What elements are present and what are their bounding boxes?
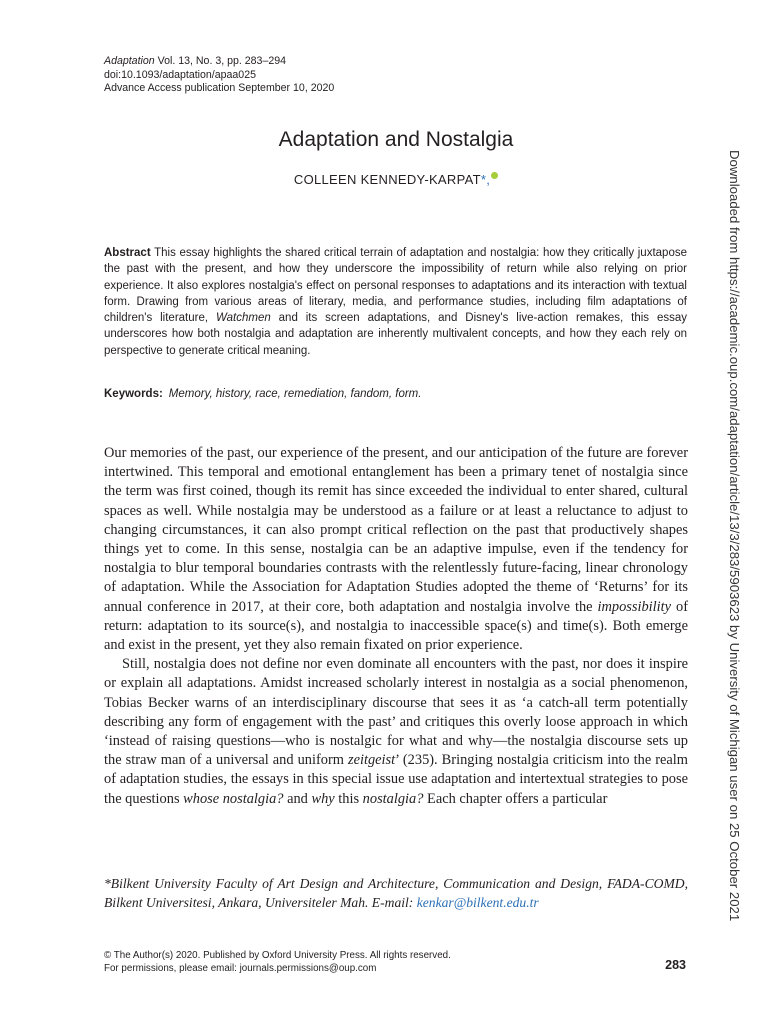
orcid-icon[interactable] xyxy=(491,172,498,179)
affiliation-marker[interactable]: *, xyxy=(480,172,491,187)
copyright-block xyxy=(104,950,451,975)
paragraph-1-text-a: Our memories of the past, our experience of the present, and our anticipation of the future are forever intertwined. This temporal and emotional entanglement has been a primary tenet of nostalgia since the term was first coined, though its remit has since exceeded the individual to enter shared, cultural spaces as well. While nostalgia may be understood as a failure or at least a reluctance to adjust to changing circumstances, it can also prompt critical reflection on the past that productively shapes things yet to come. In this sense, nostalgia can be an adaptive impulse, even if the tendency for nostalgia to blur temporal boundaries contrasts with the relentlessly future-facing, linear chronology of adaptation. While the Association for Adaptation Studies adopted the theme of ‘Returns’ for its annual conference in 2017, at their core, both adaptation and nostalgia involve the xyxy=(104,445,688,615)
article-body xyxy=(104,444,688,809)
article-title: Adaptation and Nostalgia xyxy=(278,128,514,151)
paragraph-1 xyxy=(104,444,688,655)
author-name: COLLEEN KENNEDY-KARPAT xyxy=(293,172,481,187)
affiliation-footnote xyxy=(104,874,688,912)
keywords xyxy=(104,388,687,400)
paragraph-2-text-a: Still, nostalgia does not define nor even dominate all encounters with the past, nor does it inspire or explain all adaptations. Amidst increased scholarly interest in nostalgia as a social phenomenon, Tobias Becker warns of an interdisciplinary discourse that sees it as ‘a catch-all term potentially describing any form of engagement with the past’ and critiques this overly loose approach in which ‘instead of raising questions—who is nostalgic for what and why—the nostalgia discourse sets up the straw man of a universal and uniform xyxy=(104,656,688,769)
paragraph-2-text-c: and xyxy=(283,790,312,807)
download-watermark: Downloaded from https://academic.oup.com/adaptation/article/13/3/283/5903623 by University of Michigan user on 25 October 2021 xyxy=(727,150,742,922)
volume-info: Vol. 13, No. 3, pp. 283–294 xyxy=(154,55,287,67)
journal-citation xyxy=(104,55,334,69)
footnote-text: *Bilkent University Faculty of Art Design and Architecture, Communication and Design, FADA-COMD, Bilkent Universitesi, Ankara, Universiteler Mah. E-mail: xyxy=(104,876,688,910)
abstract-text-1: This essay highlights the shared critical terrain of adaptation and nostalgia: how they critically juxtapose the past with the present, and how they underscore the impossibility of return while also relying on prior experience. It also explores nostalgia's effect on personal responses to adaptations and its interaction with textual form. Drawing from various areas of literary, media, and performance studies, including film adaptations of children's literature, xyxy=(104,247,687,325)
copyright-notice: © The Author(s) 2020. Published by Oxford University Press. All rights reserved. xyxy=(104,950,451,961)
paragraph-2-text-d: this xyxy=(334,790,363,807)
paragraph-2-italic-1: zeitgeist xyxy=(347,752,396,769)
abstract-label: Abstract xyxy=(104,247,151,259)
author-email-link[interactable]: kenkar@bilkent.edu.tr xyxy=(416,895,539,910)
paragraph-1-text-b: of return: adaptation to its source(s), and nostalgia to inaccessible space(s) and time(s). Both emerge and exist in the present, yet they also remain fixated on prior experience. xyxy=(104,598,688,654)
author-line xyxy=(0,172,768,187)
abstract-italic-title: Watchmen xyxy=(215,312,271,325)
keywords-label: Keywords: xyxy=(104,388,163,400)
paragraph-2-italic-4: nostalgia? xyxy=(362,790,424,807)
paragraph-2-italic-3: why xyxy=(311,790,335,807)
abstract xyxy=(104,245,687,359)
journal-name: Adaptation xyxy=(104,55,155,67)
page-number: 283 xyxy=(665,958,686,972)
journal-header xyxy=(104,55,334,96)
paragraph-2-italic-2: whose nostalgia? xyxy=(183,790,284,807)
abstract-text-2: and its screen adaptations, and Disney's live-action remakes, this essay underscores how both nostalgia and adaptation are inherently multivalent concepts, and how they each rely on perspective to generate critical meaning. xyxy=(104,312,687,357)
paragraph-2-text-b: ’ (235). Bringing nostalgia criticism into the realm of adaptation studies, the essays in this special issue use adaptation and intertextual strategies to pose the questions xyxy=(104,752,688,807)
permissions-notice: For permissions, please email: journals.permissions@oup.com xyxy=(104,962,377,974)
paragraph-1-italic: impossibility xyxy=(597,598,672,615)
paragraph-2 xyxy=(104,655,688,809)
keywords-list: Memory, history, race, remediation, fandom, form. xyxy=(168,388,422,400)
doi[interactable]: doi:10.1093/adaptation/apaa025 xyxy=(104,68,256,81)
paragraph-2-text-e: Each chapter offers a particular xyxy=(423,790,608,807)
publication-date: Advance Access publication September 10, 2020 xyxy=(104,82,335,94)
